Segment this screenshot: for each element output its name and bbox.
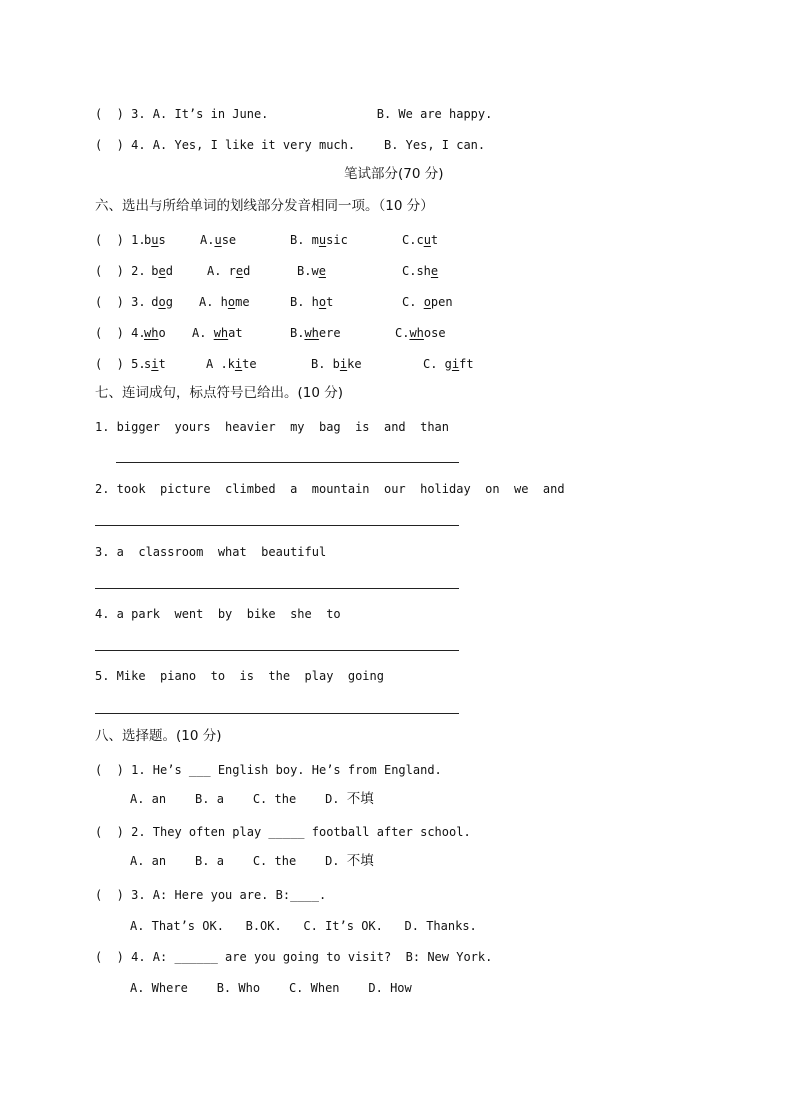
phonics-option-b [311, 356, 362, 372]
word-fragment: B. b [311, 357, 340, 371]
phonics-given-word [144, 232, 166, 248]
section-7-title: 七、连词成句，标点符号已给出。(10 分) [95, 385, 344, 401]
underlined-letters: wh [144, 326, 159, 340]
choice-question-2: ( ) 2. They often play _____ football after school. [95, 825, 471, 839]
reorder-item-2: 2. took picture climbed a mountain our holiday on we and [95, 482, 565, 496]
word-fragment: t [430, 233, 439, 247]
word-fragment: A. r [207, 264, 236, 278]
word-fragment: A .k [206, 357, 235, 371]
phonics-given-word [144, 263, 173, 279]
underlined-letters: e [430, 264, 439, 278]
underlined-letters: u [423, 233, 431, 247]
underlined-letters: o [158, 295, 166, 309]
answer-line-5[interactable] [95, 713, 459, 714]
phonics-option-b [297, 263, 326, 279]
phonics-item-number: ( ) 4. [95, 326, 146, 340]
underlined-letters: u [151, 233, 159, 247]
word-fragment: ose [423, 326, 446, 340]
choice-options-text: A. an B. a C. the D. [130, 854, 347, 868]
word-fragment: A. [192, 326, 214, 340]
choice-question-4: ( ) 4. A: ______ are you going to visit? B: New York. [95, 950, 493, 964]
phonics-option-a [192, 325, 243, 341]
answer-line-3[interactable] [95, 588, 459, 589]
word-fragment: C. g [423, 357, 452, 371]
underlined-letters: e [318, 264, 326, 278]
phonics-option-c [402, 232, 438, 248]
word-fragment: d [144, 295, 159, 309]
underlined-letters: wh [213, 326, 229, 340]
word-fragment: pen [430, 295, 453, 309]
word-fragment: C.c [402, 233, 424, 247]
word-fragment: A. h [199, 295, 228, 309]
phonics-option-b [290, 232, 348, 248]
reorder-item-1: 1. bigger yours heavier my bag is and than [95, 420, 450, 434]
phonics-option-a [200, 232, 236, 248]
underlined-letters: i [151, 357, 159, 371]
word-fragment: te [242, 357, 257, 371]
word-fragment: t [326, 295, 334, 309]
word-fragment: b [144, 233, 152, 247]
word-fragment: s [158, 233, 166, 247]
underlined-letters: u [318, 233, 327, 247]
word-fragment: ft [459, 357, 474, 371]
section-8-title: 八、选择题。(10 分) [95, 728, 222, 744]
phonics-item-number: ( ) 2. [95, 264, 146, 278]
word-fragment: se [221, 233, 237, 247]
answer-line-2[interactable] [95, 525, 459, 526]
word-fragment: ke [347, 357, 362, 371]
phonics-item-number: ( ) 1. [95, 233, 146, 247]
underlined-letters: i [451, 357, 460, 371]
answer-line-4[interactable] [95, 650, 459, 651]
underlined-letters: o [423, 295, 431, 309]
section-6-title: 六、选出与所给单词的划线部分发音相同一项。（10 分） [95, 198, 434, 214]
word-fragment: B.w [297, 264, 319, 278]
word-fragment: d [243, 264, 251, 278]
phonics-option-c [395, 325, 446, 341]
word-fragment: A. [200, 233, 215, 247]
reorder-item-4: 4. a park went by bike she to [95, 607, 341, 621]
underlined-letters: e [235, 264, 244, 278]
phonics-given-word [144, 325, 166, 341]
phonics-given-word [144, 356, 166, 372]
word-fragment: sic [326, 233, 348, 247]
word-fragment: b [144, 264, 159, 278]
underlined-letters: wh [304, 326, 319, 340]
word-fragment: C. [402, 295, 424, 309]
underlined-letters: o [318, 295, 327, 309]
underlined-letters: i [234, 357, 243, 371]
listening-item-3: ( ) 3. A. It’s in June. B. We are happy. [95, 107, 493, 121]
underlined-letters: e [158, 264, 166, 278]
word-fragment: me [235, 295, 250, 309]
word-fragment: ere [318, 326, 341, 340]
underlined-letters: o [227, 295, 236, 309]
word-fragment: B. [290, 326, 305, 340]
reorder-item-5: 5. Mike piano to is the play going [95, 669, 384, 683]
choice-options-4: A. Where B. Who C. When D. How [130, 981, 412, 995]
phonics-option-a [206, 356, 257, 372]
choice-question-3: ( ) 3. A: Here you are. B:____. [95, 888, 327, 902]
choice-option-cjk: 不填 [346, 853, 374, 869]
phonics-option-c [423, 356, 474, 372]
choice-option-cjk: 不填 [346, 791, 374, 807]
listening-item-4: ( ) 4. A. Yes, I like it very much. B. Yes, I can. [95, 138, 486, 152]
word-fragment: d [165, 264, 173, 278]
word-fragment: C.sh [402, 264, 431, 278]
phonics-option-a [199, 294, 250, 310]
choice-options-3: A. That’s OK. B.OK. C. It’s OK. D. Thanks. [130, 919, 477, 933]
phonics-given-word [144, 294, 173, 310]
word-fragment: g [165, 295, 173, 309]
choice-options-2 [130, 852, 374, 870]
phonics-option-a [207, 263, 250, 279]
underlined-letters: u [214, 233, 222, 247]
phonics-item-number: ( ) 5. [95, 357, 146, 371]
reorder-item-3: 3. a classroom what beautiful [95, 545, 327, 559]
underlined-letters: wh [409, 326, 424, 340]
phonics-option-b [290, 325, 341, 341]
word-fragment: at [228, 326, 243, 340]
phonics-item-number: ( ) 3. [95, 295, 146, 309]
phonics-option-b [290, 294, 333, 310]
underlined-letters: i [339, 357, 348, 371]
phonics-option-c [402, 294, 453, 310]
word-fragment: B. h [290, 295, 319, 309]
written-part-heading: 笔试部分(70 分) [344, 166, 444, 182]
choice-options-1 [130, 790, 374, 808]
word-fragment: s [144, 357, 152, 371]
answer-line-1[interactable] [116, 462, 459, 463]
word-fragment: B. m [290, 233, 319, 247]
choice-options-text: A. an B. a C. the D. [130, 792, 347, 806]
word-fragment: C. [395, 326, 410, 340]
word-fragment: o [158, 326, 166, 340]
phonics-option-c [402, 263, 438, 279]
choice-question-1: ( ) 1. He’s ___ English boy. He’s from England. [95, 763, 442, 777]
word-fragment: t [158, 357, 166, 371]
